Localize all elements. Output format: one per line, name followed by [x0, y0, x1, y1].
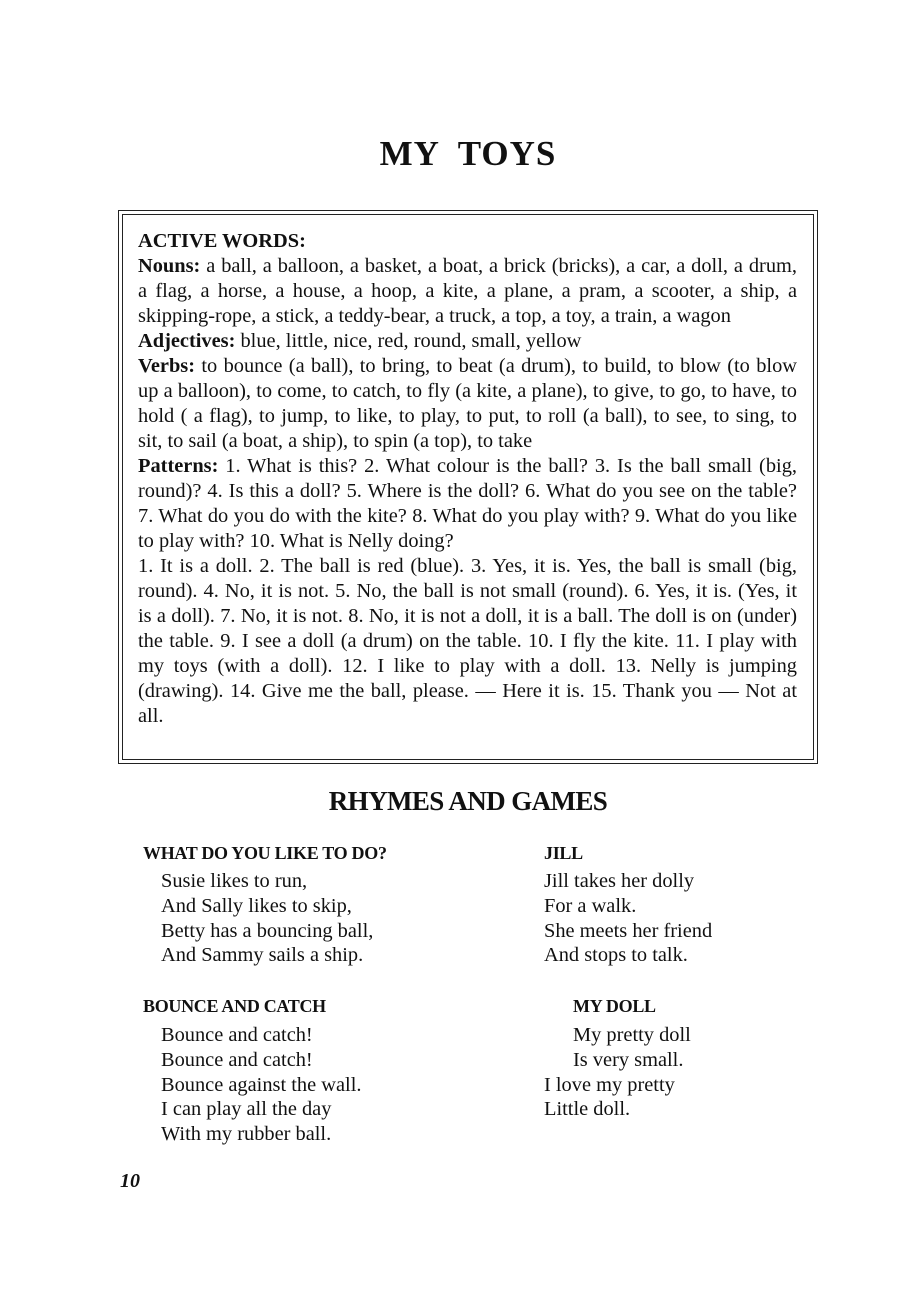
poem-title: WHAT DO YOU LIKE TO DO? [143, 843, 387, 863]
poem-line: Little doll. [544, 1098, 631, 1121]
patterns-text: 1. What is this? 2. What colour is the ball? 3. Is the ball small (big, round)? 4. Is this a doll? 5. Where is the doll? 6. What do you see on the table? 7. What do you do with the kite? 8. What do you play with? 9. What do you like to play with? 10. What is Nelly doing? [138, 455, 797, 552]
active-words-content [122, 214, 814, 760]
page-number: 10 [120, 1170, 140, 1192]
poem-line: I can play all the day [161, 1098, 332, 1121]
nouns-label: Nouns: [138, 255, 201, 277]
poem-line: And Sammy sails a ship. [161, 944, 364, 967]
poem-line: With my rubber ball. [161, 1123, 332, 1146]
poem-line: Betty has a bouncing ball, [161, 919, 374, 942]
poem-line: Bounce and catch! [161, 1024, 313, 1046]
page-title: MY TOYS [379, 134, 557, 173]
poem-line: My pretty doll [573, 1024, 691, 1046]
poem-line: For a walk. [544, 894, 637, 917]
poem-line: Bounce and catch! [161, 1048, 313, 1071]
poem-line: She meets her friend [544, 919, 713, 942]
verbs-label: Verbs: [138, 355, 196, 377]
poem-line: And Sally likes to skip, [161, 894, 352, 917]
poem-title: JILL [544, 843, 583, 863]
poem-line: And stops to talk. [544, 944, 688, 967]
poem-lines [161, 869, 373, 968]
poem-lines [161, 1023, 361, 1147]
adjectives-text: blue, little, nice, red, round, small, yellow [235, 330, 582, 352]
poem-line: Is very small. [573, 1048, 684, 1071]
poem-line: I love my pretty [544, 1073, 675, 1096]
poem-title: MY DOLL [573, 996, 656, 1016]
adjectives-paragraph [138, 329, 797, 354]
poem-line: Jill takes her dolly [544, 870, 695, 892]
active-words-box [118, 210, 818, 764]
adjectives-label: Adjectives: [138, 330, 236, 352]
patterns-label: Patterns: [138, 455, 219, 477]
patterns-paragraph [138, 454, 797, 554]
nouns-paragraph [138, 254, 797, 329]
poem-line: Bounce against the wall. [161, 1073, 362, 1096]
poem-title: BOUNCE AND CATCH [143, 996, 326, 1016]
answers-paragraph: 1. It is a doll. 2. The ball is red (blue). 3. Yes, it is. Yes, the ball is small (big, round). 4. No, it is not. 5. No, the ball is not small (round). 6. Yes, it is. (Yes, it is a doll). 7. No, it is not. 8. No, it is not a doll, it is a ball. The doll is on (under) the table. 9. I see a doll (a drum) on the table. 10. I fly the kite. 11. I play with my toys (with a doll). 12. I like to play with a doll. 13. Nelly is jumping (drawing). 14. Give me the ball, please. — Here it is. 15. Thank you — Not at all. [138, 555, 797, 727]
poem-lines [544, 869, 712, 968]
nouns-text: a ball, a balloon, a basket, a boat, a brick (bricks), a car, a doll, a drum, a flag, a horse, a house, a hoop, a kite, a plane, a pram, a scooter, a ship, a skipping-rope, a stick, a teddy-bear, a truck, a top, a toy, a train, a wagon [138, 255, 797, 327]
poem-lines [544, 1023, 691, 1122]
verbs-paragraph [138, 354, 797, 454]
poem-line: Susie likes to run, [161, 870, 308, 892]
rhymes-section-title: RHYMES AND GAMES [328, 786, 608, 816]
verbs-text: to bounce (a ball), to bring, to beat (a drum), to build, to blow (to blow up a balloon), to come, to catch, to fly (a kite, a plane), to give, to go, to have, to hold ( a flag), to jump, to like, to play, to put, to roll (a ball), to see, to sing, to sit, to sail (a boat, a ship), to spin (a top), to take [138, 355, 797, 452]
active-words-heading: ACTIVE WORDS: [138, 230, 306, 252]
